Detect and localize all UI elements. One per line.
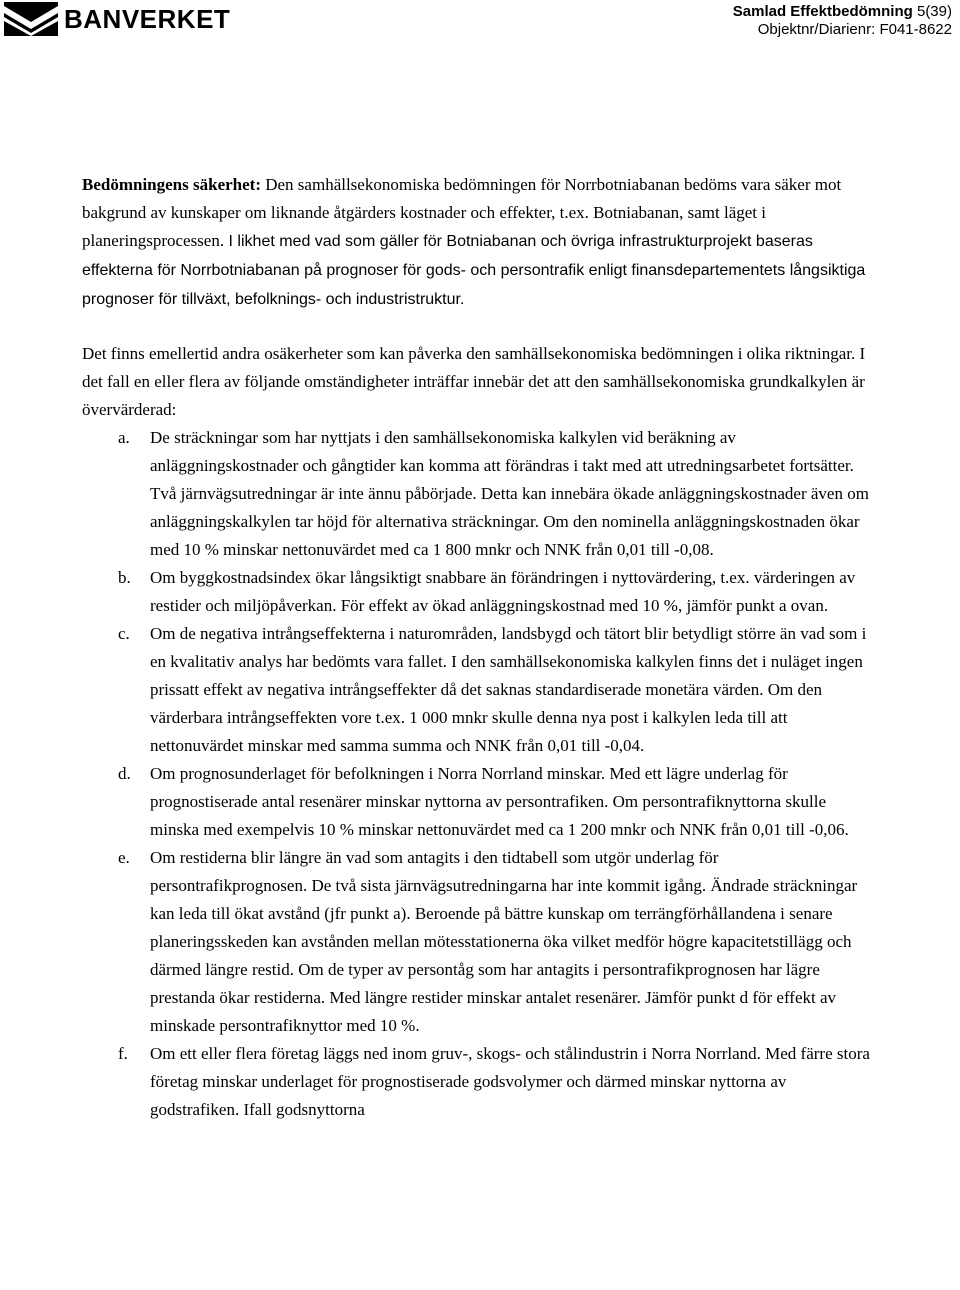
page-total: (39) — [925, 3, 952, 20]
list-item-text: Om ett eller flera företag läggs ned inom gruv-, skogs- och stålindustrin i Norra Norrland. Med färre stora företag minskar underlaget för prognostiserade godsvolymer och därmed minskar nyttorna av godstrafiken. Ifall godsnyttorna — [150, 1044, 870, 1119]
document-body — [82, 171, 872, 1124]
list-marker: e. — [118, 848, 130, 867]
list-item-text: Om byggkostnadsindex ökar långsiktigt snabbare än förändringen i nyttovärdering, t.ex. värderingen av restider och miljöpåverkan. För effekt av ökad anläggningskostnad med 10 %, jämför punkt a ovan. — [150, 568, 856, 615]
paragraph-1-sans-text: I likhet med vad som gäller för Botniabanan och övriga infrastrukturprojekt baseras effekterna för Norrbotniabanan på prognoser för gods- och persontrafik enligt finansdepartementets långsiktiga prognoser för tillväxt, befolknings- och industristruktur. — [82, 233, 866, 308]
doc-title: Samlad Effektbedömning — [732, 3, 913, 20]
list-item — [82, 424, 872, 564]
list-item-text: Om de negativa intrångseffekterna i naturområden, landsbygd och tätort blir betydligt större än vad som i en kvalitativ analys har bedömts vara fallet. I den samhällsekonomiska kalkylen finns det i nuläget ingen prissatt effekt av negativa intrångseffekter då det saknas standardiserade monetära värden. Om den värderbara intrångseffekten vore t.ex. 1 000 mnkr skulle denna nya post i kalkylen leda till att nettonuvärdet minskar med samma summa och NNK från 0,01 till -0,04. — [150, 624, 867, 755]
uncertainty-list — [82, 424, 872, 1124]
logo-text: BANVERKET — [64, 3, 231, 34]
banverket-logo — [4, 2, 230, 36]
doc-title-line — [733, 3, 952, 21]
list-marker: b. — [118, 568, 131, 587]
list-item — [82, 564, 872, 620]
page-header — [0, 0, 960, 40]
paragraph-uncertainties: Det finns emellertid andra osäkerheter som kan påverka den samhällsekonomiska bedömningen i olika riktningar. I det fall en eller flera av följande omständigheter inträffar innebär det att den samhällsekonomiska grundkalkylen är övervärderad: — [82, 344, 866, 419]
object-reference: Objektnr/Diarienr: F041-8622 — [757, 21, 952, 38]
list-item — [82, 844, 872, 1040]
page-number: 5 — [916, 3, 926, 20]
list-marker: d. — [118, 764, 131, 783]
header-info — [733, 3, 952, 39]
list-item-text: Om restiderna blir längre än vad som antagits i den tidtabell som utgör underlag för persontrafikprognosen. De två sista järnvägsutredningarna har inte kommit igång. Ändrade sträckningar kan leda till ökat avstånd (jfr punkt a). Beroende på bättre kunskap om terrängförhållandena i senare planeringsskeden kan avstånden mellan mötesstationerna öka vilket medför högre kapacitetstillägg och därmed längre restid. Om de typer av persontåg som har antagits i persontrafikprognosen har lägre prestanda ökar restiderna. Med längre restider minskar antalet resenärer. Jämför punkt d för effekt av minskade persontrafiknyttor med 10 %. — [150, 848, 858, 1035]
list-item-text: Om prognosunderlaget för befolkningen i Norra Norrland minskar. Med ett lägre underlag för prognostiserade antal resenärer minskar nyttorna av persontrafiken. Om persontrafiknyttorna skulle minska med exempelvis 10 % minskar nettonuvärdet med ca 1 200 mnkr och NNK från 0,01 till -0,06. — [150, 764, 849, 839]
list-marker: c. — [118, 624, 130, 643]
list-marker: f. — [118, 1044, 128, 1063]
paragraph-assessment-certainty — [82, 171, 872, 314]
banverket-emblem-icon — [4, 2, 58, 36]
list-item — [82, 760, 872, 844]
list-item-text: De sträckningar som har nyttjats i den samhällsekonomiska kalkylen vid beräkning av anläggningskostnader och gångtider kan komma att förändras i takt med att utredningsarbetet fortsätter. Två järnvägsutredningar är inte ännu påbörjade. Detta kan innebära ökade anläggningskostnader även om anläggningskalkylen tar höjd för alternativa sträckningar. Om den nominella anläggningskostnaden ökar med 10 % minskar nettonuvärdet med ca 1 800 mnkr och NNK från 0,01 till -0,08. — [150, 428, 869, 559]
list-item — [82, 1040, 872, 1124]
list-item — [82, 620, 872, 760]
paragraph-1-text: Den samhällsekonomiska bedömningen för Norrbotniabanan bedöms vara säker mot bakgrund av kunskaper om liknande åtgärders kostnader och effekter, t.ex. Botniabanan, samt läget i planeringsprocessen. — [82, 175, 842, 250]
list-marker: a. — [118, 428, 130, 447]
assessment-label: Bedömningens säkerhet: — [82, 175, 261, 194]
